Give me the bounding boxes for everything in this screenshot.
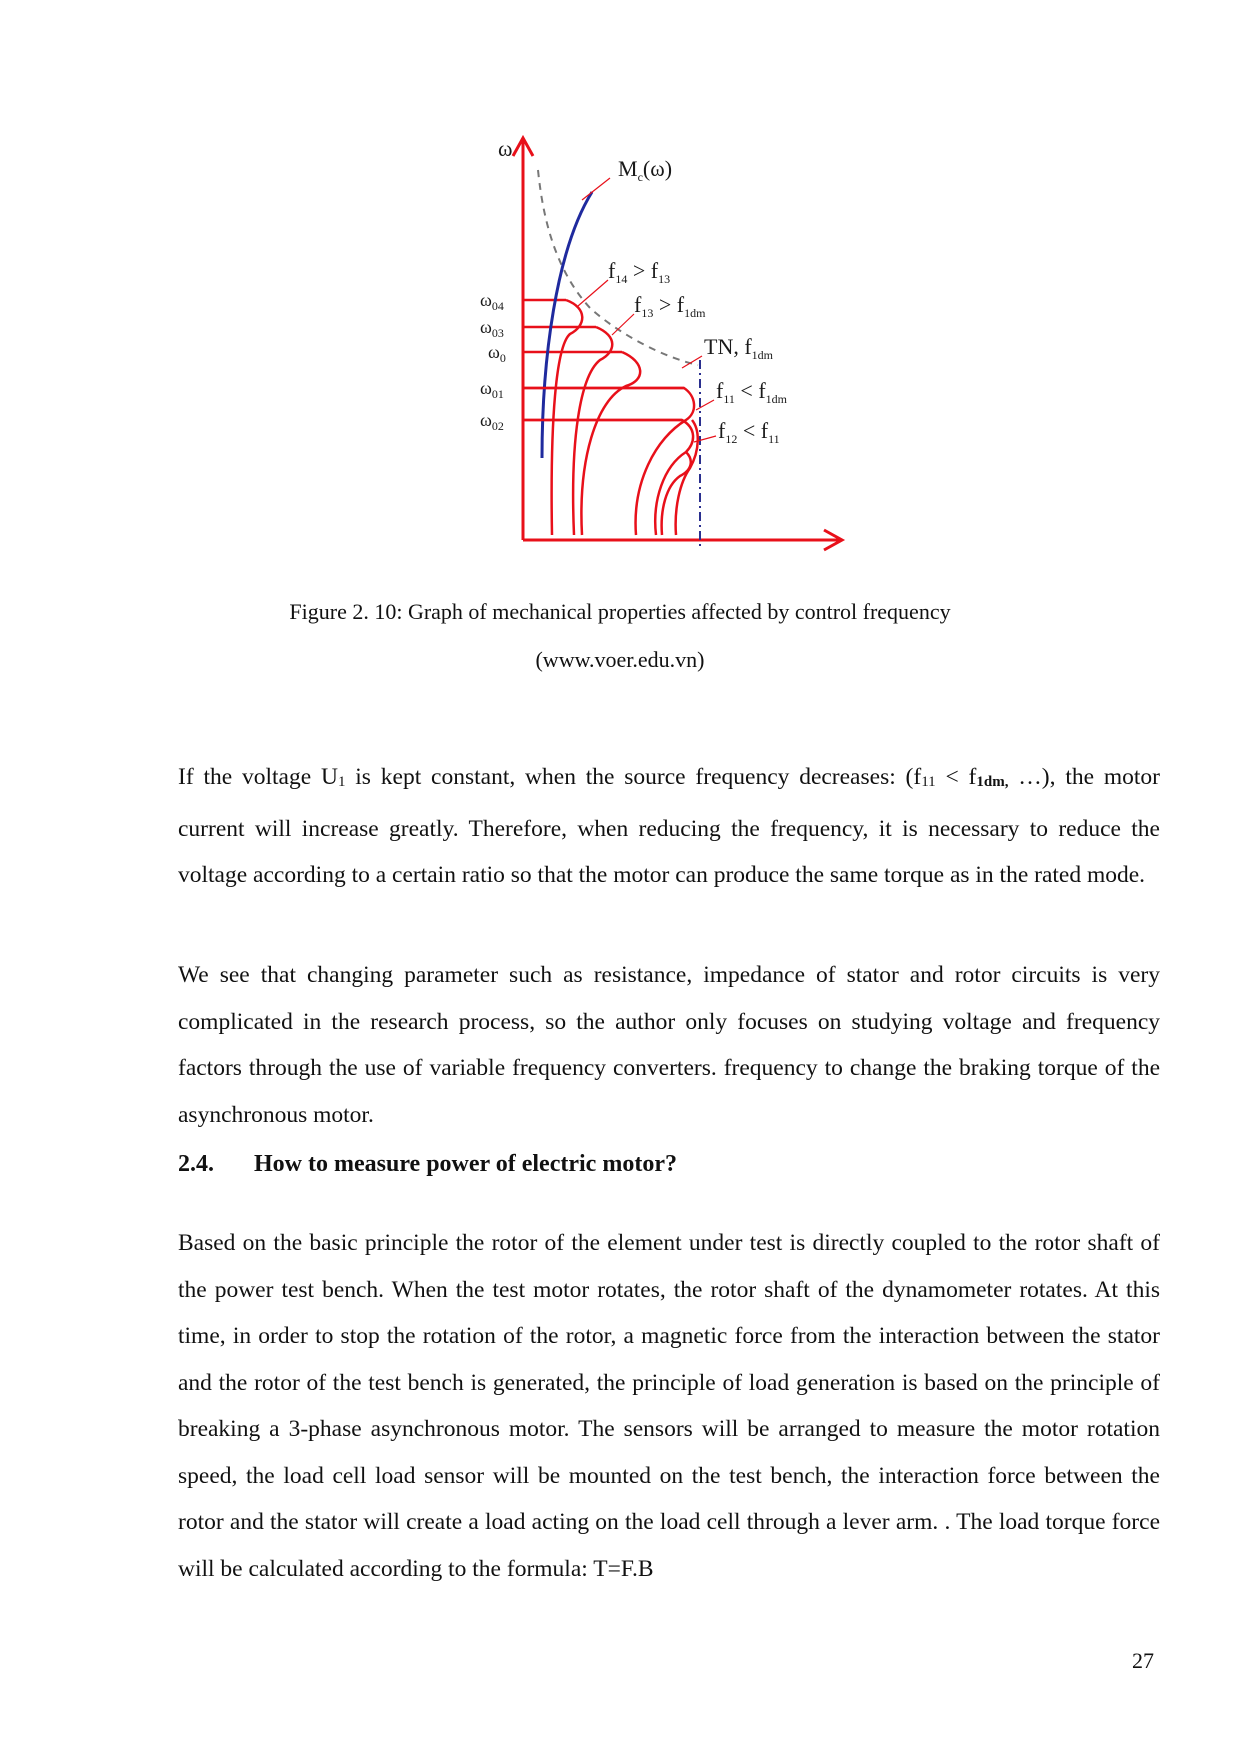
curve-tn-f1dm xyxy=(581,352,640,535)
label-f14-gt-f13: $f_{14} > f_{13}$ xyxy=(608,258,671,286)
paragraph-measurement: Based on the basic principle the rotor of the element under test is directly coupled to the rotor shaft of the power test bench. When the test motor rotates, the rotor shaft of the dynamometer rotates. At this time, in order to stop the rotation of the rotor, a magnetic force from the interaction between the stator and the rotor of the test bench is generated, the principle of load generation is based on the principle of breaking a 3-phase asynchronous motor. The sensors will be arranged to measure the motor rotation speed, the load cell load sensor will be mounted on the test bench, the interaction force between the rotor and the stator will create a load acting on the load cell through a lever arm. . The load torque force will be calculated according to the formula: T=F.B xyxy=(178,1230,1160,1582)
omega-0-label: $\omega_0$ xyxy=(488,342,506,365)
label-f13-gt-f1dm: $f_{13} > f_{1dm}$ xyxy=(634,292,706,320)
section-heading xyxy=(178,1151,677,1178)
section-number: 2.4. xyxy=(178,1151,214,1177)
section-title: How to measure power of electric motor? xyxy=(254,1151,677,1177)
figure-svg xyxy=(460,130,860,590)
label-f12-lt-f11: $f_{12} < f_{11}$ xyxy=(718,418,780,446)
label-f11-lt-f1dm: $f_{11} < f_{1dm}$ xyxy=(716,378,787,406)
page-number: 27 xyxy=(1132,1648,1154,1673)
paragraph-voltage-frequency: If the voltage U1 is kept constant, when the source frequency decreases: (f11 < f1dm, …), the motor current will increase greatly. Therefore, when reducing the frequency, it is necessary to reduce the voltage according to a certain ratio so that the motor can produce the same torque as in the rated mode. xyxy=(178,764,1160,888)
omega-03-label: $\omega_{03}$ xyxy=(480,317,504,340)
label-tn-f1dm: TN, $f_{1dm}$ xyxy=(704,334,773,362)
omega-02-label: $\omega_{02}$ xyxy=(480,410,504,433)
omega-01-label: $\omega_{01}$ xyxy=(480,378,504,401)
y-axis-label: ω xyxy=(498,136,513,161)
mc-label: $M_c(\omega)$ xyxy=(618,156,673,184)
omega-04-label: $\omega_{04}$ xyxy=(480,290,504,313)
leader-mc xyxy=(582,178,610,200)
load-torque-curve xyxy=(542,192,592,458)
figure-source: (www.voer.edu.vn) xyxy=(535,647,705,672)
leader-f11 xyxy=(696,400,714,410)
figure-caption: Figure 2. 10: Graph of mechanical properties affected by control frequency xyxy=(289,599,951,624)
curve-f12 xyxy=(523,420,693,535)
curve-f11 xyxy=(523,388,694,535)
leader-f13 xyxy=(612,314,634,335)
mechanical-characteristics-figure xyxy=(460,130,860,590)
leader-f14 xyxy=(578,280,608,306)
paragraph-parameters: We see that changing parameter such as resistance, impedance of stator and rotor circuits is very complicated in the research process, so the author only focuses on studying voltage and frequency factors through the use of variable frequency converters. frequency to change the braking torque of the asynchronous motor. xyxy=(178,962,1160,1128)
